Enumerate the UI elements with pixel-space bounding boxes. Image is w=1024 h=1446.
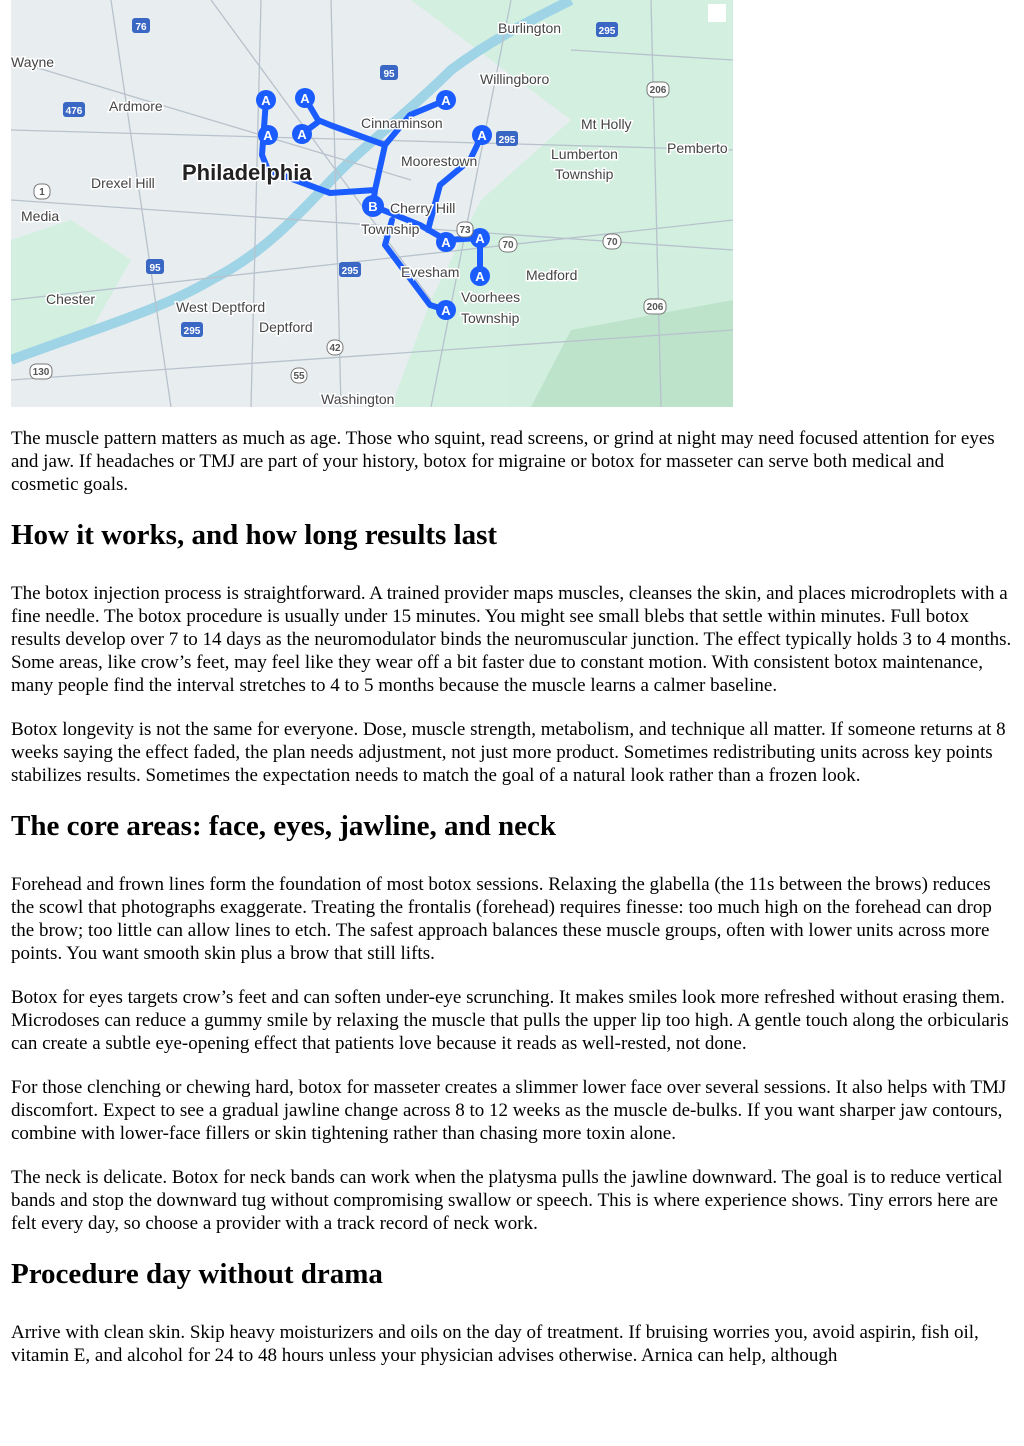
- section-heading: Procedure day without drama: [11, 1258, 383, 1290]
- svg-text:70: 70: [502, 240, 514, 251]
- svg-text:476: 476: [65, 106, 83, 117]
- place-label: Township: [461, 310, 520, 326]
- highway-shield: [63, 102, 85, 117]
- place-label: Media: [21, 208, 60, 224]
- highway-shield: [327, 340, 343, 355]
- place-label: Township: [361, 221, 420, 237]
- route-marker[interactable]: [470, 266, 490, 286]
- section-heading: The core areas: face, eyes, jawline, and neck: [11, 810, 556, 842]
- place-label: Mt Holly: [581, 116, 632, 132]
- paragraph: The neck is delicate. Botox for neck bands can work when the platysma pulls the jawline downward. The goal is to reduce vertical bands and stop the downward tug without compromising swallow or speech. This is where experience shows. Tiny errors here are felt every day, so choose a provider with a track record of neck work.: [11, 1167, 1003, 1234]
- svg-text:76: 76: [135, 22, 147, 33]
- highway-shield: [181, 322, 203, 337]
- svg-text:70: 70: [606, 237, 618, 248]
- place-label: Ardmore: [109, 98, 163, 114]
- route-marker[interactable]: [436, 232, 456, 252]
- svg-text:42: 42: [329, 343, 341, 354]
- svg-text:206: 206: [649, 85, 667, 96]
- svg-text:A: A: [475, 269, 485, 284]
- highway-shield: [146, 259, 164, 274]
- svg-text:130: 130: [32, 367, 50, 378]
- paragraph: Botox longevity is not the same for everyone. Dose, muscle strength, metabolism, and technique all matter. If someone returns at 8 weeks saying the effect faded, the plan needs adjustment, not just more product. Sometimes redistributing units across key points stabilizes results. Sometimes the expectation needs to match the goal of a natural look rather than a frozen look.: [11, 719, 1006, 786]
- highway-shield: [339, 262, 361, 277]
- paragraph: Botox for eyes targets crow’s feet and can soften under-eye scrunching. It makes smiles look more refreshed without erasing them. Microdoses can reduce a gummy smile by relaxing the muscle that pulls the upper lip too high. A gentle touch along the orbicularis can create a subtle eye-opening effect that patients love because it reads as well-rested, not done.: [11, 987, 1009, 1054]
- paragraph: Forehead and frown lines form the foundation of most botox sessions. Relaxing the glabella (the 11s between the brows) reduces the scowl that photographs exaggerate. Treating the frontalis (forehead) requires finesse: too much high on the forehead can drop the brow; too little can allow lines to etch. The safest approach balances these muscle groups, often with lower units across more points. You want smooth skin plus a brow that still lifts.: [11, 874, 992, 964]
- place-label: Cinnaminson: [361, 115, 443, 131]
- paragraph: Arrive with clean skin. Skip heavy moisturizers and oils on the day of treatment. If bruising worries you, avoid aspirin, fish oil, vitamin E, and alcohol for 24 to 48 hours unless your physician advises otherwise. Arnica can help, although: [11, 1322, 979, 1366]
- place-label: Wayne: [11, 54, 55, 70]
- svg-text:A: A: [297, 127, 307, 142]
- place-label: West Deptford: [176, 299, 266, 315]
- place-label: Deptford: [259, 319, 313, 335]
- place-label: Philadelphia: [182, 160, 312, 185]
- route-marker[interactable]: [436, 90, 456, 110]
- route-marker[interactable]: [295, 88, 315, 108]
- route-map[interactable]: [11, 0, 733, 407]
- place-label: Cherry Hill: [390, 200, 456, 216]
- svg-text:A: A: [441, 235, 451, 250]
- place-label: Washington: [321, 391, 395, 407]
- place-label: Willingboro: [480, 71, 550, 87]
- svg-text:295: 295: [183, 326, 201, 337]
- svg-text:A: A: [261, 93, 271, 108]
- highway-shield: [603, 234, 621, 249]
- route-marker[interactable]: [472, 125, 492, 145]
- svg-text:95: 95: [383, 69, 395, 80]
- place-label: Lumberton: [551, 146, 618, 162]
- route-marker[interactable]: [436, 300, 456, 320]
- place-label: Voorhees: [461, 289, 521, 305]
- svg-text:95: 95: [149, 263, 161, 274]
- place-label: Moorestown: [401, 153, 478, 169]
- place-label: Medford: [526, 267, 578, 283]
- place-label: Chester: [46, 291, 96, 307]
- route-marker[interactable]: [256, 90, 276, 110]
- svg-text:295: 295: [498, 135, 516, 146]
- svg-text:295: 295: [598, 26, 616, 37]
- svg-text:1: 1: [39, 187, 45, 198]
- route-marker[interactable]: [292, 124, 312, 144]
- svg-text:A: A: [477, 128, 487, 143]
- route-marker[interactable]: [362, 195, 384, 217]
- place-label: Drexel Hill: [91, 175, 155, 191]
- svg-text:55: 55: [293, 371, 305, 382]
- article-body: [0, 407, 1024, 1367]
- paragraph: The muscle pattern matters as much as age. Those who squint, read screens, or grind at night may need focused attention for eyes and jaw. If headaches or TMJ are part of your history, botox for migraine or botox for masseter can serve both medical and cosmetic goals.: [11, 428, 995, 495]
- svg-text:B: B: [368, 199, 378, 214]
- place-label: Pemberto: [667, 140, 728, 156]
- highway-shield: [291, 368, 307, 383]
- section-heading: How it works, and how long results last: [11, 519, 498, 551]
- paragraph: The botox injection process is straightforward. A trained provider maps muscles, cleanses the skin, and places microdroplets with a fine needle. The botox procedure is usually under 15 minutes. You might see small blebs that settle within minutes. Full botox results develop over 7 to 14 days as the neuromodulator binds the neuromuscular junction. The effect typically holds 3 to 4 months. Some areas, like crow’s feet, may feel like they wear off a bit faster due to constant motion. With consistent botox maintenance, many people find the interval stretches to 4 to 5 months because the muscle learns a calmer baseline.: [11, 583, 1012, 696]
- highway-shield: [496, 131, 518, 146]
- svg-text:73: 73: [459, 225, 471, 236]
- place-label: Burlington: [498, 20, 562, 36]
- highway-shield: [132, 18, 150, 33]
- highway-shield: [34, 184, 50, 199]
- highway-shield: [499, 237, 517, 252]
- svg-text:A: A: [441, 303, 451, 318]
- highway-shield: [380, 65, 398, 80]
- paragraph: For those clenching or chewing hard, botox for masseter creates a slimmer lower face over several sessions. It also helps with TMJ discomfort. Expect to see a gradual jawline change across 8 to 12 weeks as the muscle de-bulks. If you want sharper jaw contours, combine with lower-face fillers or skin tightening rather than chasing more toxin alone.: [11, 1077, 1007, 1144]
- route-marker[interactable]: [258, 125, 278, 145]
- highway-shield: [30, 364, 52, 379]
- svg-text:206: 206: [646, 302, 664, 313]
- svg-text:A: A: [263, 128, 273, 143]
- highway-shield: [596, 22, 618, 37]
- highway-shield: [457, 222, 473, 237]
- svg-text:A: A: [300, 91, 310, 106]
- highway-shield: [644, 299, 666, 314]
- svg-text:A: A: [441, 93, 451, 108]
- place-label: Township: [555, 166, 614, 182]
- map-control[interactable]: [708, 4, 726, 22]
- svg-text:295: 295: [341, 266, 359, 277]
- svg-text:A: A: [475, 231, 485, 246]
- highway-shield: [647, 82, 669, 97]
- place-label: Evesham: [401, 264, 460, 280]
